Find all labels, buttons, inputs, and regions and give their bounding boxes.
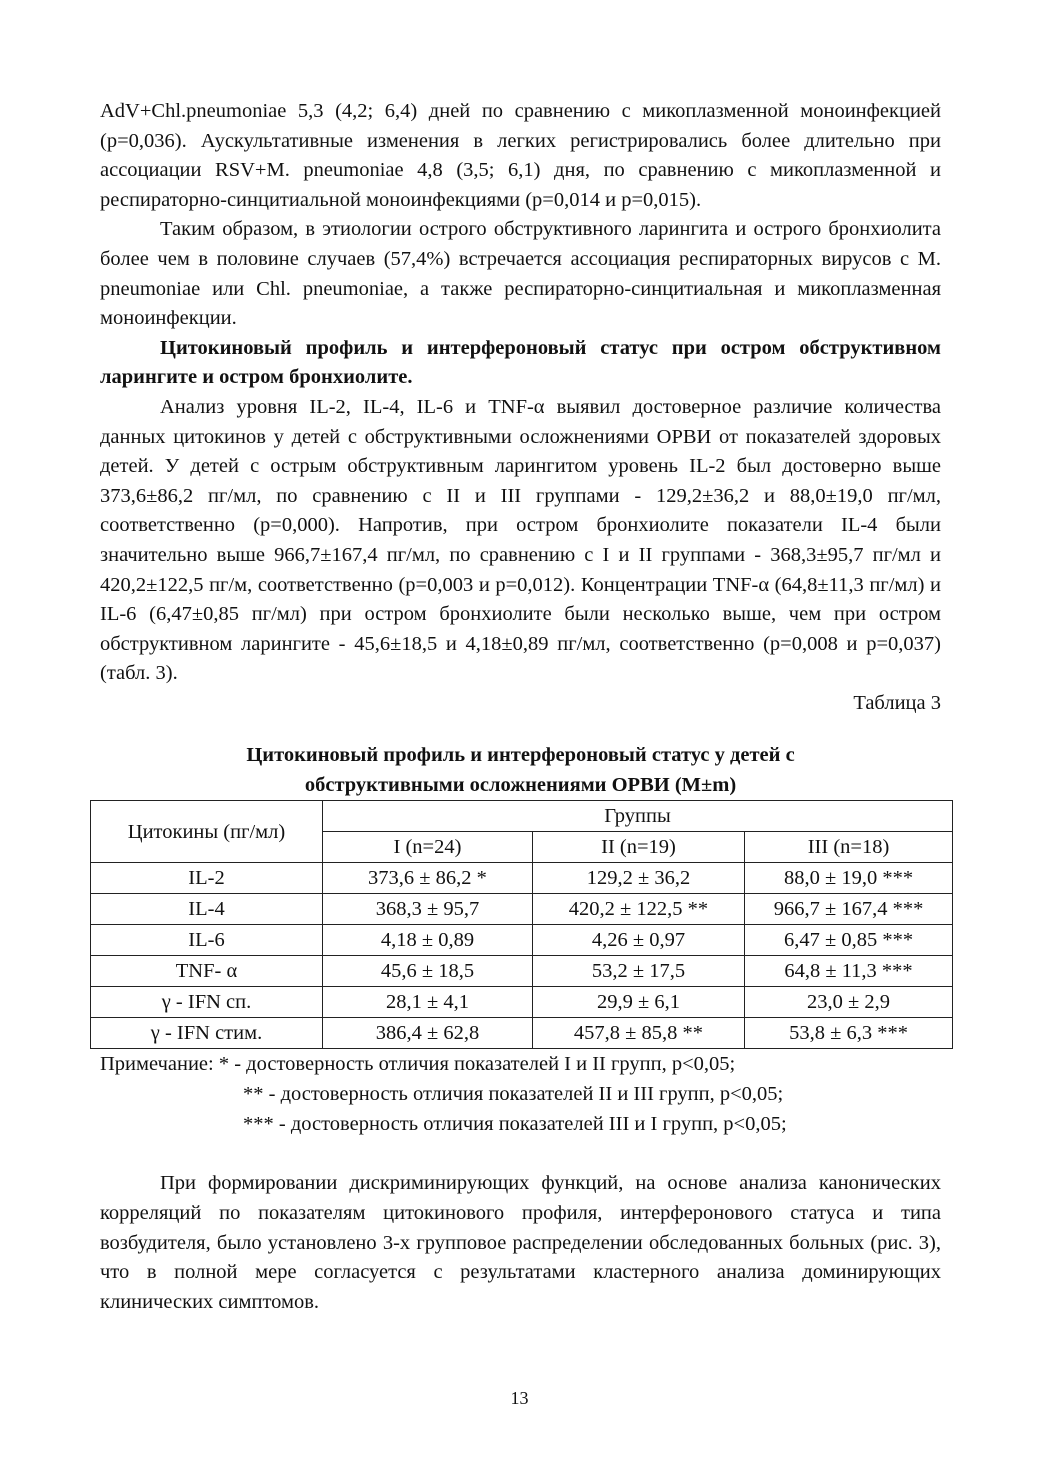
note-line-1: Примечание: * - достоверность отличия показателей I и II групп, p<0,05; [100,1053,736,1076]
header-groups: Группы [323,801,953,832]
row-name: IL-2 [91,863,323,894]
cell-value: 45,6 ± 18,5 [323,956,533,987]
cell-value: 4,26 ± 0,97 [533,925,745,956]
table-title-line-2: обструктивными осложнениями ОРВИ (M±m) [304,774,737,797]
row-name: IL-6 [91,925,323,956]
page-content [100,97,941,1317]
cell-value: 420,2 ± 122,5 ** [533,894,745,925]
cell-value: 53,8 ± 6,3 *** [745,1018,953,1049]
note-line-2: ** - достоверность отличия показателей II и III групп, p<0,05; [243,1083,784,1106]
cell-value: 28,1 ± 4,1 [323,987,533,1018]
note-line-3: *** - достоверность отличия показателей III и I групп, p<0,05; [243,1113,787,1136]
cell-value: 129,2 ± 36,2 [533,863,745,894]
table-label: Таблица 3 [853,691,941,714]
table-row [91,863,953,894]
page-number: 13 [510,1388,529,1408]
cell-value: 29,9 ± 6,1 [533,987,745,1018]
cell-value: 64,8 ± 11,3 *** [745,956,953,987]
cell-value: 966,7 ± 167,4 *** [745,894,953,925]
table-notes [100,1049,941,1139]
table-title-line-1: Цитокиновый профиль и интерфероновый статус у детей с [246,744,795,767]
header-cytokines: Цитокины (пг/мл) [91,801,323,863]
row-name: IL-4 [91,894,323,925]
paragraph-1: AdV+Chl.pneumoniae 5,3 (4,2; 6,4) дней по сравнению с микоплазменной моноинфекцией (p=0,036). Аускультативные изменения в легких регистрировались более длительно при ассоциации RSV+M. pneumoniae 4,8 (3,5; 6,1) дня, по сравнению с микоплазменной и респираторно-синцитиальной моноинфекциями (p=0,014 и p=0,015). [100,100,941,211]
section-heading: Цитокиновый профиль и интерфероновый статус при остром обструктивном ларингите и остром бронхиолите. [100,336,941,389]
table-row [91,1018,953,1049]
cell-value: 373,6 ± 86,2 * [323,863,533,894]
cell-value: 23,0 ± 2,9 [745,987,953,1018]
paragraph-2: Таким образом, в этиологии острого обструктивного ларингита и острого бронхиолита более чем в половине случаев (57,4%) встречается ассоциация респираторных вирусов с M. pneumoniae или Chl. pneumoniae, а также респираторно-синцитиальная и микоплазменная моноинфекции. [100,218,941,330]
header-group-2: II (n=19) [533,832,745,863]
cell-value: 53,2 ± 17,5 [533,956,745,987]
table-title [100,740,941,800]
row-name: TNF- α [91,956,323,987]
cell-value: 457,8 ± 85,8 ** [533,1018,745,1049]
cell-value: 386,4 ± 62,8 [323,1018,533,1049]
paragraph-4: При формировании дискриминирующих функций, на основе анализа канонических корреляций по показателям цитокинового профиля, интерферонового статуса и типа возбудителя, было установлено 3-х групповое распределении обследованных больных (рис. 3), что в полной мере согласуется с результатами кластерного анализа доминирующих клинических симптомов. [100,1172,941,1313]
table-header-row [91,801,953,832]
cell-value: 368,3 ± 95,7 [323,894,533,925]
cell-value: 6,47 ± 0,85 *** [745,925,953,956]
cytokine-table [90,800,953,1049]
cell-value: 88,0 ± 19,0 *** [745,863,953,894]
row-name: γ - IFN сп. [91,987,323,1018]
paragraph-3: Анализ уровня IL-2, IL-4, IL-6 и TNF-α выявил достоверное различие количества данных цитокинов у детей с обструктивными осложнениями ОРВИ от показателей здоровых детей. У детей с острым обструктивным ларингитом уровень IL-2 был достоверно выше 373,6±86,2 пг/мл, по сравнению с II и III группами - 129,2±36,2 и 88,0±19,0 пг/мл, соответственно (p=0,000). Напротив, при остром бронхиолите показатели IL-4 были значительно выше 966,7±167,4 пг/мл, по сравнению с I и II группами - 368,3±95,7 пг/мл и 420,2±122,5 пг/м, соответственно (p=0,003 и p=0,012). Концентрации TNF-α (64,8±11,3 пг/мл) и IL-6 (6,47±0,85 пг/мл) при остром бронхиолите были несколько выше, чем при остром обструктивном ларингите - 45,6±18,5 и 4,18±0,89 пг/мл, соответственно (p=0,008 и p=0,037) (табл. 3). [100,395,941,685]
table-row [91,956,953,987]
table-row [91,925,953,956]
header-group-1: I (n=24) [323,832,533,863]
cell-value: 4,18 ± 0,89 [323,925,533,956]
table-row [91,987,953,1018]
row-name: γ - IFN стим. [91,1018,323,1049]
header-group-3: III (n=18) [745,832,953,863]
table-row [91,894,953,925]
